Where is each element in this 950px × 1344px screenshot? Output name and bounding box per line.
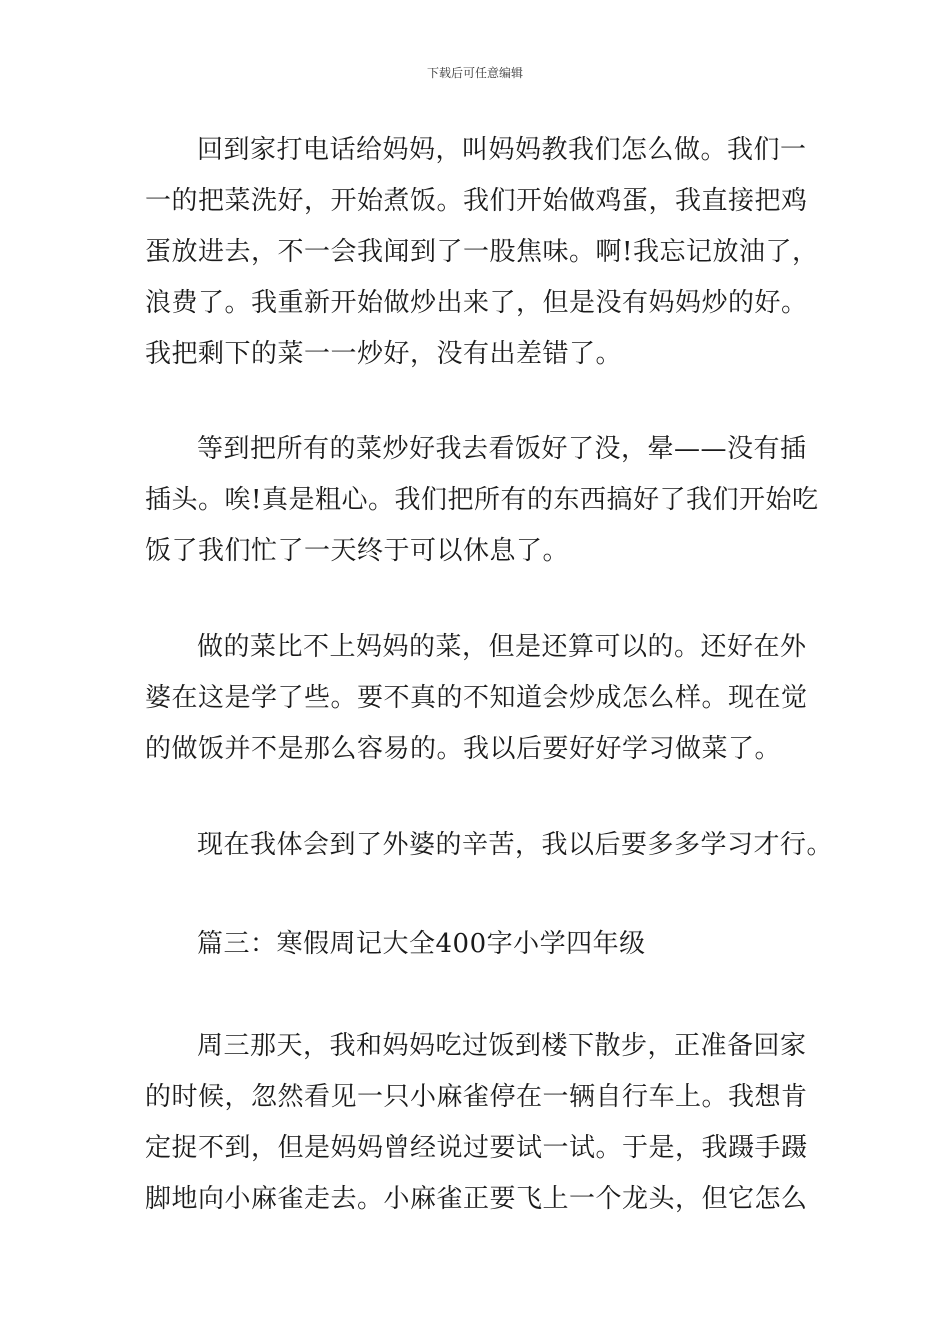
text-line: 插头。唉!真是粗心。我们把所有的东西搞好了我们开始吃 <box>145 485 819 515</box>
body-paragraph <box>145 820 834 871</box>
text-line: 定捉不到，但是妈妈曾经说过要试一试。于是，我蹑手蹑 <box>145 1133 808 1163</box>
text-line: 脚地向小麻雀走去。小麻雀正要飞上一个龙头，但它怎么 <box>145 1184 808 1214</box>
text-line: 的做饭并不是那么容易的。我以后要好好学习做菜了。 <box>145 734 782 764</box>
text-line: 周三那天，我和妈妈吃过饭到楼下散步，正准备回家 <box>197 1031 807 1061</box>
text-line: 回到家打电话给妈妈，叫妈妈教我们怎么做。我们一 <box>197 135 807 165</box>
text-line: 现在我体会到了外婆的辛苦，我以后要多多学习才行。 <box>197 830 834 860</box>
page-header-note: 下载后可任意编辑 <box>426 66 523 80</box>
text-line: 婆在这是学了些。要不真的不知道会炒成怎么样。现在觉 <box>145 683 808 713</box>
text-line: 篇三：寒假周记大全400字小学四年级 <box>197 929 646 959</box>
section-heading <box>145 919 810 970</box>
text-line: 蛋放进去，不一会我闻到了一股焦味。啊!我忘记放油了， <box>145 237 819 267</box>
text-line: 的时候，忽然看见一只小麻雀停在一辆自行车上。我想肯 <box>145 1082 808 1112</box>
text-line: 等到把所有的菜炒好我去看饭好了没，晕——没有插 <box>197 434 807 464</box>
text-line: 做的菜比不上妈妈的菜，但是还算可以的。还好在外 <box>197 632 807 662</box>
text-line: 饭了我们忙了一天终于可以休息了。 <box>145 536 570 566</box>
body-paragraph <box>145 125 819 380</box>
body-paragraph <box>145 1021 810 1225</box>
body-paragraph <box>145 622 810 775</box>
text-line: 一的把菜洗好，开始煮饭。我们开始做鸡蛋，我直接把鸡 <box>145 186 808 216</box>
text-line: 浪费了。我重新开始做炒出来了，但是没有妈妈炒的好。 <box>145 288 808 318</box>
body-paragraph <box>145 424 819 577</box>
text-line: 我把剩下的菜一一炒好，没有出差错了。 <box>145 339 623 369</box>
